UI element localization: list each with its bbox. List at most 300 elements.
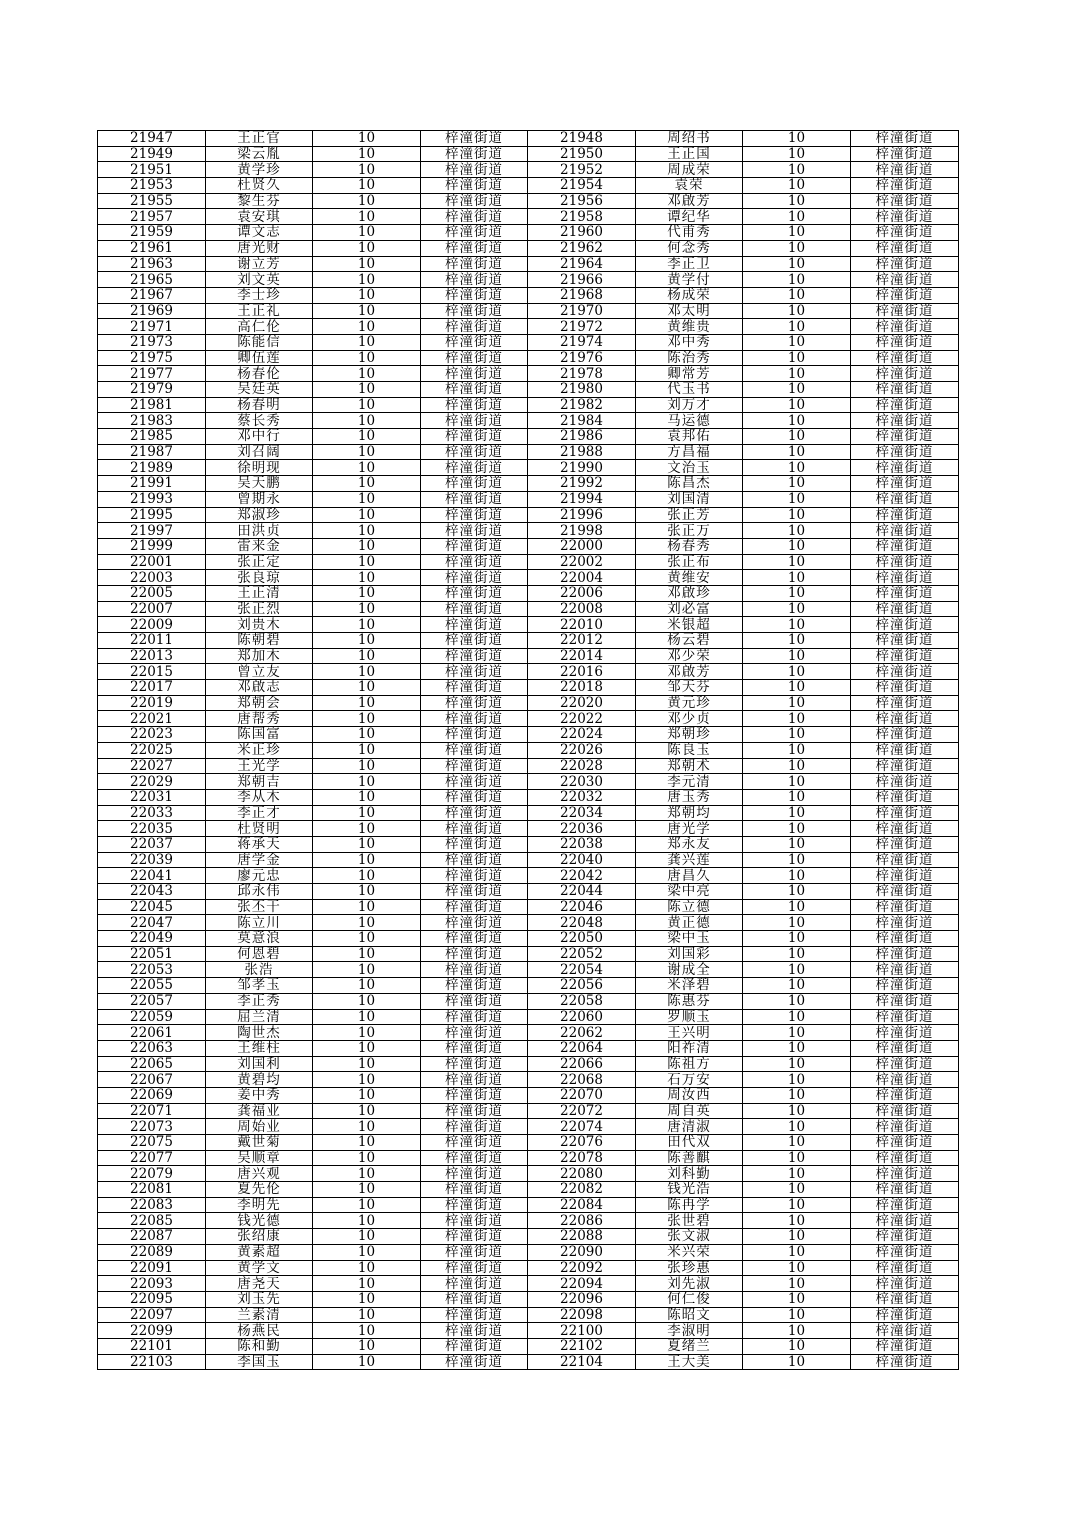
count-cell: 10 xyxy=(743,256,851,272)
name-cell: 吴廷英 xyxy=(206,382,313,398)
count-cell: 10 xyxy=(313,789,421,805)
name-cell: 陈惠芬 xyxy=(636,993,743,1009)
count-cell: 10 xyxy=(743,209,851,225)
id-cell: 22054 xyxy=(528,962,636,978)
id-cell: 22016 xyxy=(528,664,636,680)
name-cell: 邱永伟 xyxy=(206,884,313,900)
id-cell: 22074 xyxy=(528,1119,636,1135)
id-cell: 22046 xyxy=(528,899,636,915)
id-cell: 22080 xyxy=(528,1166,636,1182)
count-cell: 10 xyxy=(313,240,421,256)
name-cell: 李明先 xyxy=(206,1197,313,1213)
name-cell: 蔡长秀 xyxy=(206,413,313,429)
name-cell: 屈兰清 xyxy=(206,1009,313,1025)
table-row xyxy=(98,429,959,445)
street-cell: 梓潼街道 xyxy=(851,1119,959,1135)
street-cell: 梓潼街道 xyxy=(851,1056,959,1072)
table-row xyxy=(98,821,959,837)
table-row xyxy=(98,758,959,774)
count-cell: 10 xyxy=(313,303,421,319)
street-cell: 梓潼街道 xyxy=(421,1072,528,1088)
street-cell: 梓潼街道 xyxy=(851,805,959,821)
name-cell: 龚福业 xyxy=(206,1103,313,1119)
street-cell: 梓潼街道 xyxy=(851,1150,959,1166)
name-cell: 陈昭文 xyxy=(636,1307,743,1323)
count-cell: 10 xyxy=(313,350,421,366)
count-cell: 10 xyxy=(743,884,851,900)
name-cell: 钱光德 xyxy=(206,1213,313,1229)
id-cell: 22002 xyxy=(528,554,636,570)
name-cell: 谭文志 xyxy=(206,225,313,241)
street-cell: 梓潼街道 xyxy=(851,1323,959,1339)
id-cell: 22079 xyxy=(98,1166,206,1182)
table-row xyxy=(98,350,959,366)
street-cell: 梓潼街道 xyxy=(851,1307,959,1323)
id-cell: 22012 xyxy=(528,633,636,649)
table-row xyxy=(98,382,959,398)
count-cell: 10 xyxy=(743,695,851,711)
name-cell: 代玉书 xyxy=(636,382,743,398)
id-cell: 22100 xyxy=(528,1323,636,1339)
name-cell: 雷来金 xyxy=(206,538,313,554)
count-cell: 10 xyxy=(743,962,851,978)
street-cell: 梓潼街道 xyxy=(851,1166,959,1182)
id-cell: 22006 xyxy=(528,585,636,601)
id-cell: 22104 xyxy=(528,1354,636,1370)
roster-table xyxy=(97,130,959,1370)
table-row xyxy=(98,1197,959,1213)
count-cell: 10 xyxy=(743,1229,851,1245)
id-cell: 22085 xyxy=(98,1213,206,1229)
name-cell: 张丕干 xyxy=(206,899,313,915)
name-cell: 黄学付 xyxy=(636,272,743,288)
name-cell: 姜中秀 xyxy=(206,1087,313,1103)
count-cell: 10 xyxy=(313,727,421,743)
count-cell: 10 xyxy=(743,193,851,209)
count-cell: 10 xyxy=(743,303,851,319)
id-cell: 21967 xyxy=(98,287,206,303)
id-cell: 22071 xyxy=(98,1103,206,1119)
count-cell: 10 xyxy=(743,1182,851,1198)
id-cell: 22103 xyxy=(98,1354,206,1370)
street-cell: 梓潼街道 xyxy=(421,1197,528,1213)
name-cell: 周成荣 xyxy=(636,162,743,178)
street-cell: 梓潼街道 xyxy=(851,225,959,241)
id-cell: 22030 xyxy=(528,774,636,790)
street-cell: 梓潼街道 xyxy=(421,382,528,398)
id-cell: 22001 xyxy=(98,554,206,570)
street-cell: 梓潼街道 xyxy=(421,852,528,868)
id-cell: 21981 xyxy=(98,397,206,413)
street-cell: 梓潼街道 xyxy=(851,1338,959,1354)
street-cell: 梓潼街道 xyxy=(421,664,528,680)
id-cell: 22034 xyxy=(528,805,636,821)
street-cell: 梓潼街道 xyxy=(851,1229,959,1245)
id-cell: 21997 xyxy=(98,523,206,539)
id-cell: 22086 xyxy=(528,1213,636,1229)
roster-table-body xyxy=(98,131,959,1370)
id-cell: 22028 xyxy=(528,758,636,774)
street-cell: 梓潼街道 xyxy=(851,1182,959,1198)
id-cell: 21992 xyxy=(528,476,636,492)
count-cell: 10 xyxy=(313,444,421,460)
name-cell: 刘玉先 xyxy=(206,1291,313,1307)
table-row xyxy=(98,209,959,225)
id-cell: 21961 xyxy=(98,240,206,256)
name-cell: 陈昌杰 xyxy=(636,476,743,492)
street-cell: 梓潼街道 xyxy=(851,507,959,523)
name-cell: 刘先淑 xyxy=(636,1276,743,1292)
table-row xyxy=(98,633,959,649)
count-cell: 10 xyxy=(313,601,421,617)
table-row xyxy=(98,1354,959,1370)
name-cell: 唐帮秀 xyxy=(206,711,313,727)
street-cell: 梓潼街道 xyxy=(421,585,528,601)
count-cell: 10 xyxy=(313,931,421,947)
id-cell: 22082 xyxy=(528,1182,636,1198)
table-row xyxy=(98,1056,959,1072)
street-cell: 梓潼街道 xyxy=(851,303,959,319)
table-row xyxy=(98,978,959,994)
street-cell: 梓潼街道 xyxy=(851,680,959,696)
street-cell: 梓潼街道 xyxy=(851,162,959,178)
count-cell: 10 xyxy=(743,178,851,194)
id-cell: 21958 xyxy=(528,209,636,225)
count-cell: 10 xyxy=(743,1087,851,1103)
name-cell: 文治玉 xyxy=(636,460,743,476)
id-cell: 22038 xyxy=(528,836,636,852)
count-cell: 10 xyxy=(313,1119,421,1135)
name-cell: 吴顺章 xyxy=(206,1150,313,1166)
id-cell: 22050 xyxy=(528,931,636,947)
name-cell: 黄碧均 xyxy=(206,1072,313,1088)
count-cell: 10 xyxy=(743,742,851,758)
street-cell: 梓潼街道 xyxy=(421,146,528,162)
street-cell: 梓潼街道 xyxy=(421,1119,528,1135)
street-cell: 梓潼街道 xyxy=(421,821,528,837)
count-cell: 10 xyxy=(743,1260,851,1276)
count-cell: 10 xyxy=(743,727,851,743)
id-cell: 22101 xyxy=(98,1338,206,1354)
count-cell: 10 xyxy=(743,1040,851,1056)
name-cell: 张珍惠 xyxy=(636,1260,743,1276)
name-cell: 袁荣 xyxy=(636,178,743,194)
count-cell: 10 xyxy=(743,774,851,790)
table-row xyxy=(98,962,959,978)
id-cell: 22084 xyxy=(528,1197,636,1213)
count-cell: 10 xyxy=(743,507,851,523)
id-cell: 22015 xyxy=(98,664,206,680)
table-row xyxy=(98,993,959,1009)
name-cell: 梁云胤 xyxy=(206,146,313,162)
table-row xyxy=(98,884,959,900)
name-cell: 吴天鹏 xyxy=(206,476,313,492)
name-cell: 张正烈 xyxy=(206,601,313,617)
id-cell: 21951 xyxy=(98,162,206,178)
id-cell: 21973 xyxy=(98,334,206,350)
name-cell: 杜贤久 xyxy=(206,178,313,194)
id-cell: 21979 xyxy=(98,382,206,398)
name-cell: 王正清 xyxy=(206,585,313,601)
table-row xyxy=(98,931,959,947)
count-cell: 10 xyxy=(313,225,421,241)
street-cell: 梓潼街道 xyxy=(421,366,528,382)
name-cell: 黄学珍 xyxy=(206,162,313,178)
name-cell: 马运德 xyxy=(636,413,743,429)
name-cell: 周自英 xyxy=(636,1103,743,1119)
count-cell: 10 xyxy=(743,350,851,366)
street-cell: 梓潼街道 xyxy=(421,162,528,178)
count-cell: 10 xyxy=(743,1291,851,1307)
name-cell: 陈善麒 xyxy=(636,1150,743,1166)
name-cell: 田代双 xyxy=(636,1135,743,1151)
street-cell: 梓潼街道 xyxy=(851,993,959,1009)
count-cell: 10 xyxy=(313,1244,421,1260)
street-cell: 梓潼街道 xyxy=(851,1040,959,1056)
count-cell: 10 xyxy=(743,287,851,303)
id-cell: 21980 xyxy=(528,382,636,398)
count-cell: 10 xyxy=(743,382,851,398)
id-cell: 22011 xyxy=(98,633,206,649)
name-cell: 李淑明 xyxy=(636,1323,743,1339)
street-cell: 梓潼街道 xyxy=(421,1260,528,1276)
name-cell: 谢立芳 xyxy=(206,256,313,272)
name-cell: 李正卫 xyxy=(636,256,743,272)
id-cell: 22013 xyxy=(98,648,206,664)
name-cell: 杨燕民 xyxy=(206,1323,313,1339)
count-cell: 10 xyxy=(743,413,851,429)
table-row xyxy=(98,1103,959,1119)
count-cell: 10 xyxy=(313,1056,421,1072)
name-cell: 唐光财 xyxy=(206,240,313,256)
count-cell: 10 xyxy=(743,491,851,507)
street-cell: 梓潼街道 xyxy=(421,962,528,978)
count-cell: 10 xyxy=(313,538,421,554)
id-cell: 22003 xyxy=(98,570,206,586)
count-cell: 10 xyxy=(313,1103,421,1119)
table-row xyxy=(98,899,959,915)
id-cell: 22008 xyxy=(528,601,636,617)
name-cell: 周绍书 xyxy=(636,131,743,147)
street-cell: 梓潼街道 xyxy=(851,1354,959,1370)
table-row xyxy=(98,727,959,743)
id-cell: 22093 xyxy=(98,1276,206,1292)
id-cell: 21957 xyxy=(98,209,206,225)
street-cell: 梓潼街道 xyxy=(421,648,528,664)
id-cell: 22031 xyxy=(98,789,206,805)
table-row xyxy=(98,225,959,241)
count-cell: 10 xyxy=(743,711,851,727)
street-cell: 梓潼街道 xyxy=(851,601,959,617)
table-row xyxy=(98,915,959,931)
id-cell: 22039 xyxy=(98,852,206,868)
name-cell: 陶世杰 xyxy=(206,1025,313,1041)
name-cell: 卿伍莲 xyxy=(206,350,313,366)
id-cell: 22096 xyxy=(528,1291,636,1307)
name-cell: 张良琼 xyxy=(206,570,313,586)
name-cell: 邹孝玉 xyxy=(206,978,313,994)
name-cell: 杨春明 xyxy=(206,397,313,413)
id-cell: 22068 xyxy=(528,1072,636,1088)
count-cell: 10 xyxy=(313,287,421,303)
id-cell: 22058 xyxy=(528,993,636,1009)
name-cell: 郑淑珍 xyxy=(206,507,313,523)
count-cell: 10 xyxy=(313,993,421,1009)
table-row xyxy=(98,836,959,852)
name-cell: 徐明现 xyxy=(206,460,313,476)
count-cell: 10 xyxy=(313,1338,421,1354)
street-cell: 梓潼街道 xyxy=(421,413,528,429)
street-cell: 梓潼街道 xyxy=(421,711,528,727)
id-cell: 22060 xyxy=(528,1009,636,1025)
table-row xyxy=(98,742,959,758)
count-cell: 10 xyxy=(743,915,851,931)
id-cell: 22088 xyxy=(528,1229,636,1245)
table-row xyxy=(98,146,959,162)
name-cell: 黄元珍 xyxy=(636,695,743,711)
street-cell: 梓潼街道 xyxy=(851,413,959,429)
count-cell: 10 xyxy=(313,633,421,649)
name-cell: 郑朝珍 xyxy=(636,727,743,743)
count-cell: 10 xyxy=(313,1166,421,1182)
street-cell: 梓潼街道 xyxy=(421,209,528,225)
id-cell: 22007 xyxy=(98,601,206,617)
count-cell: 10 xyxy=(743,1323,851,1339)
id-cell: 21998 xyxy=(528,523,636,539)
count-cell: 10 xyxy=(313,680,421,696)
street-cell: 梓潼街道 xyxy=(851,868,959,884)
id-cell: 22024 xyxy=(528,727,636,743)
count-cell: 10 xyxy=(313,884,421,900)
id-cell: 22009 xyxy=(98,617,206,633)
id-cell: 22047 xyxy=(98,915,206,931)
count-cell: 10 xyxy=(313,272,421,288)
id-cell: 22027 xyxy=(98,758,206,774)
table-row xyxy=(98,131,959,147)
street-cell: 梓潼街道 xyxy=(851,931,959,947)
count-cell: 10 xyxy=(743,664,851,680)
name-cell: 米银超 xyxy=(636,617,743,633)
street-cell: 梓潼街道 xyxy=(851,664,959,680)
name-cell: 郑加木 xyxy=(206,648,313,664)
id-cell: 21984 xyxy=(528,413,636,429)
name-cell: 钱光浩 xyxy=(636,1182,743,1198)
id-cell: 22042 xyxy=(528,868,636,884)
count-cell: 10 xyxy=(313,1229,421,1245)
street-cell: 梓潼街道 xyxy=(421,460,528,476)
table-row xyxy=(98,1009,959,1025)
name-cell: 邹天芬 xyxy=(636,680,743,696)
name-cell: 周始业 xyxy=(206,1119,313,1135)
id-cell: 22077 xyxy=(98,1150,206,1166)
count-cell: 10 xyxy=(313,1213,421,1229)
count-cell: 10 xyxy=(743,523,851,539)
count-cell: 10 xyxy=(743,633,851,649)
street-cell: 梓潼街道 xyxy=(851,429,959,445)
id-cell: 22004 xyxy=(528,570,636,586)
id-cell: 22091 xyxy=(98,1260,206,1276)
name-cell: 黎生芬 xyxy=(206,193,313,209)
id-cell: 22102 xyxy=(528,1338,636,1354)
street-cell: 梓潼街道 xyxy=(851,633,959,649)
street-cell: 梓潼街道 xyxy=(851,711,959,727)
name-cell: 刘文英 xyxy=(206,272,313,288)
count-cell: 10 xyxy=(313,836,421,852)
street-cell: 梓潼街道 xyxy=(851,1291,959,1307)
street-cell: 梓潼街道 xyxy=(851,491,959,507)
count-cell: 10 xyxy=(743,272,851,288)
street-cell: 梓潼街道 xyxy=(851,444,959,460)
count-cell: 10 xyxy=(743,1276,851,1292)
name-cell: 郑朝均 xyxy=(636,805,743,821)
street-cell: 梓潼街道 xyxy=(421,193,528,209)
id-cell: 21983 xyxy=(98,413,206,429)
count-cell: 10 xyxy=(313,476,421,492)
name-cell: 唐玉秀 xyxy=(636,789,743,805)
id-cell: 22092 xyxy=(528,1260,636,1276)
id-cell: 22052 xyxy=(528,946,636,962)
street-cell: 梓潼街道 xyxy=(421,240,528,256)
name-cell: 黄学文 xyxy=(206,1260,313,1276)
count-cell: 10 xyxy=(313,648,421,664)
id-cell: 21950 xyxy=(528,146,636,162)
id-cell: 21995 xyxy=(98,507,206,523)
count-cell: 10 xyxy=(313,491,421,507)
count-cell: 10 xyxy=(743,460,851,476)
id-cell: 21959 xyxy=(98,225,206,241)
table-row xyxy=(98,617,959,633)
street-cell: 梓潼街道 xyxy=(851,554,959,570)
street-cell: 梓潼街道 xyxy=(851,476,959,492)
name-cell: 黄正德 xyxy=(636,915,743,931)
street-cell: 梓潼街道 xyxy=(851,884,959,900)
name-cell: 邓少贞 xyxy=(636,711,743,727)
table-row xyxy=(98,1072,959,1088)
street-cell: 梓潼街道 xyxy=(851,397,959,413)
name-cell: 田洪贞 xyxy=(206,523,313,539)
count-cell: 10 xyxy=(313,413,421,429)
street-cell: 梓潼街道 xyxy=(851,727,959,743)
id-cell: 21978 xyxy=(528,366,636,382)
street-cell: 梓潼街道 xyxy=(851,962,959,978)
table-row xyxy=(98,287,959,303)
name-cell: 廖元忠 xyxy=(206,868,313,884)
table-row xyxy=(98,664,959,680)
id-cell: 22005 xyxy=(98,585,206,601)
count-cell: 10 xyxy=(743,162,851,178)
id-cell: 21952 xyxy=(528,162,636,178)
table-row xyxy=(98,319,959,335)
table-row xyxy=(98,774,959,790)
table-row xyxy=(98,334,959,350)
name-cell: 刘科勤 xyxy=(636,1166,743,1182)
count-cell: 10 xyxy=(743,554,851,570)
name-cell: 兰素清 xyxy=(206,1307,313,1323)
count-cell: 10 xyxy=(313,1009,421,1025)
street-cell: 梓潼街道 xyxy=(421,225,528,241)
id-cell: 21954 xyxy=(528,178,636,194)
count-cell: 10 xyxy=(743,805,851,821)
id-cell: 22087 xyxy=(98,1229,206,1245)
name-cell: 夏先伦 xyxy=(206,1182,313,1198)
id-cell: 21994 xyxy=(528,491,636,507)
street-cell: 梓潼街道 xyxy=(851,178,959,194)
street-cell: 梓潼街道 xyxy=(851,1103,959,1119)
name-cell: 米正珍 xyxy=(206,742,313,758)
id-cell: 21999 xyxy=(98,538,206,554)
table-row xyxy=(98,585,959,601)
table-row xyxy=(98,946,959,962)
